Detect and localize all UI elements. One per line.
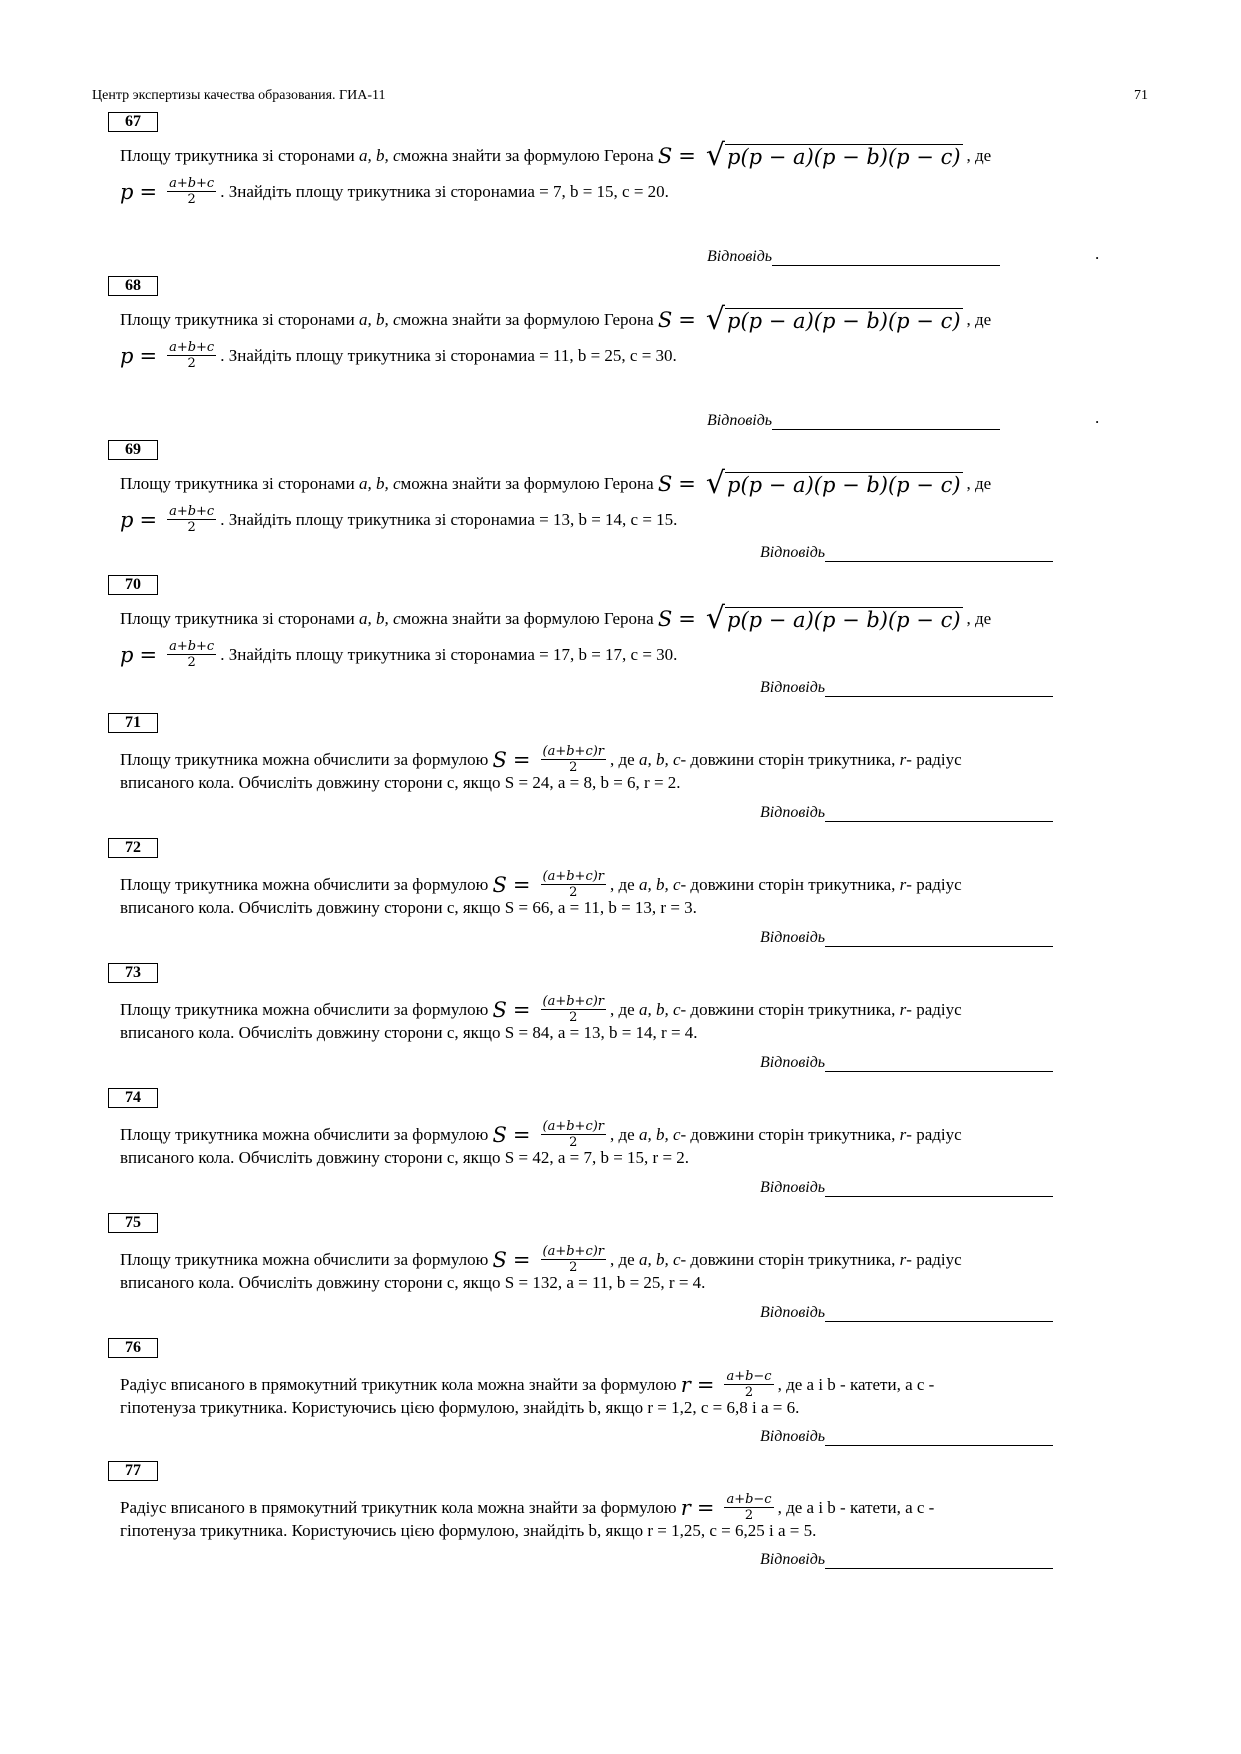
denominator: 2 [187, 520, 196, 535]
text: , де [610, 999, 635, 1019]
numerator: (a+b+c)r [542, 1244, 605, 1259]
fraction [541, 1244, 607, 1275]
answer-line[interactable] [825, 1057, 1053, 1072]
radicand: p(p − a)(p − b)(p − c) [727, 608, 961, 632]
page-number: 71 [1134, 88, 1148, 103]
answer-line[interactable] [825, 1182, 1053, 1197]
text: Площу трикутника зі сторонами [120, 310, 355, 329]
sqrt-formula: √ p(p − a)(p − b)(p − c) [705, 466, 961, 501]
text: Площу трикутника зі сторонами [120, 474, 355, 493]
text: Площу трикутника можна обчислити за формулою [120, 1249, 489, 1269]
task-line-1 [120, 744, 1112, 775]
answer-line[interactable] [825, 932, 1053, 947]
text: , де [610, 1249, 635, 1269]
answer-label: Відповідь [760, 1054, 826, 1071]
task-values: a = 13, b = 14, c = 15. [527, 509, 678, 529]
fraction [167, 340, 216, 371]
answer-field[interactable] [760, 1551, 1053, 1569]
formula-eq: = [139, 343, 158, 368]
numerator: a+b+c [169, 340, 215, 355]
numerator: a+b−c [726, 1369, 772, 1384]
answer-line[interactable] [825, 807, 1053, 822]
answer-line[interactable] [825, 1307, 1053, 1322]
answer-dot: . [1095, 408, 1100, 427]
formula-var: S [657, 472, 673, 496]
task-number: 70 [108, 575, 158, 595]
answer-line[interactable] [825, 682, 1053, 697]
answer-field[interactable] [760, 679, 1053, 697]
sqrt-formula: √ p(p − a)(p − b)(p − c) [705, 601, 961, 636]
text: . Знайдіть площу трикутника зі сторонами [220, 345, 528, 365]
task-number: 76 [108, 1338, 158, 1358]
radicand: p(p − a)(p − b)(p − c) [727, 473, 961, 497]
formula-var: p [120, 507, 134, 532]
answer-label: Відповідь [760, 929, 826, 946]
task-line-2 [120, 639, 1112, 670]
text: Площу трикутника зі сторонами [120, 609, 355, 628]
denominator: 2 [569, 1260, 578, 1275]
denominator: 2 [569, 1010, 578, 1025]
formula-var: S [657, 607, 673, 631]
var: a, b, c [358, 474, 401, 493]
formula-eq: = [512, 1247, 531, 1272]
fraction [541, 1119, 607, 1150]
text: можна знайти за формулою Герона [400, 609, 654, 628]
text: вписаного кола. Обчисліть довжину сторони [120, 1148, 443, 1167]
fraction [167, 504, 216, 535]
denominator: 2 [569, 885, 578, 900]
fraction [724, 1492, 773, 1523]
answer-label: Відповідь [760, 1551, 826, 1568]
text: . Знайдіть площу трикутника зі сторонами [220, 181, 528, 201]
var: r [899, 749, 907, 769]
answer-field[interactable] [760, 1428, 1053, 1446]
task-line-2 [120, 898, 1112, 918]
var: a, b, c [638, 1249, 681, 1269]
text: можна знайти за формулою Герона [400, 474, 654, 493]
text: Радіус вписаного в прямокутний трикутник кола можна знайти за формулою [120, 1374, 677, 1394]
task-values: c, якщо S = 132, a = 11, b = 25, r = 4. [446, 1273, 706, 1292]
text: - довжини сторін трикутника, [680, 1249, 896, 1269]
var: r [899, 999, 907, 1019]
task-number: 74 [108, 1088, 158, 1108]
text: . Знайдіть площу трикутника зі сторонами [220, 509, 528, 529]
text: - довжини сторін трикутника, [680, 999, 896, 1019]
formula-eq: = [696, 1495, 715, 1520]
task-line-2 [120, 773, 1112, 793]
formula-var: S [657, 308, 673, 332]
task-values: a = 11, b = 25, c = 30. [527, 345, 677, 365]
task-line-1 [120, 138, 1112, 173]
answer-dot: . [1095, 244, 1100, 263]
answer-field[interactable] [760, 1179, 1053, 1197]
radicand: p(p − a)(p − b)(p − c) [727, 145, 961, 169]
task-values: a = 7, b = 15, c = 20. [527, 181, 669, 201]
task-line-2 [120, 1023, 1112, 1043]
answer-field[interactable] [760, 1054, 1053, 1072]
task-line-1 [120, 466, 1112, 501]
answer-field[interactable] [707, 412, 1000, 430]
formula-var: S [492, 747, 507, 772]
task-number: 77 [108, 1461, 158, 1481]
text: , де [966, 310, 992, 329]
text: - радіус [906, 1124, 962, 1144]
text: Площу трикутника можна обчислити за формулою [120, 749, 489, 769]
task-values: c, якщо S = 42, a = 7, b = 15, r = 2. [446, 1148, 690, 1167]
denominator: 2 [569, 1135, 578, 1150]
formula-eq: = [512, 997, 531, 1022]
text: вписаного кола. Обчисліть довжину сторони [120, 1273, 443, 1292]
task-line-1 [120, 869, 1112, 900]
numerator: (a+b+c)r [542, 1119, 605, 1134]
denominator: 2 [569, 760, 578, 775]
denominator: 2 [187, 192, 196, 207]
formula-var: S [492, 1122, 507, 1147]
task-values: c, якщо S = 24, a = 8, b = 6, r = 2. [446, 773, 681, 792]
fraction [541, 869, 607, 900]
task-number: 72 [108, 838, 158, 858]
formula-var: p [120, 642, 134, 667]
text: вписаного кола. Обчисліть довжину сторони [120, 1023, 443, 1042]
answer-field[interactable] [760, 1304, 1053, 1322]
numerator: a+b+c [169, 504, 215, 519]
text: гіпотенуза трикутника. Користуючись цією формулою, знайдіть [120, 1521, 585, 1540]
var: r [899, 874, 907, 894]
numerator: (a+b+c)r [542, 994, 605, 1009]
text: - довжини сторін трикутника, [680, 1124, 896, 1144]
task-number: 69 [108, 440, 158, 460]
fraction [167, 639, 216, 670]
page-header-title: Центр экспертизы качества образования. ГИА-11 [92, 88, 386, 103]
task-values: c, якщо S = 84, a = 13, b = 14, r = 4. [446, 1023, 698, 1042]
var: a, b, c [358, 146, 401, 165]
answer-field[interactable] [707, 248, 1000, 266]
task-line-2 [120, 1273, 1112, 1293]
text: вписаного кола. Обчисліть довжину сторони [120, 898, 443, 917]
answer-line[interactable] [825, 547, 1053, 562]
denominator: 2 [744, 1385, 754, 1400]
answer-line[interactable] [825, 1554, 1053, 1569]
task-line-2 [120, 176, 1112, 207]
text: , де [966, 474, 992, 493]
formula-eq: = [512, 872, 531, 897]
text: Площу трикутника зі сторонами [120, 146, 355, 165]
fraction [541, 994, 607, 1025]
sqrt-formula: √ p(p − a)(p − b)(p − c) [705, 302, 961, 337]
text: можна знайти за формулою Герона [400, 310, 654, 329]
task-line-1 [120, 994, 1112, 1025]
answer-line[interactable] [772, 415, 1000, 430]
answer-field[interactable] [760, 804, 1053, 822]
answer-label: Відповідь [760, 804, 826, 821]
text: Площу трикутника можна обчислити за формулою [120, 874, 489, 894]
text: - довжини сторін трикутника, [680, 749, 896, 769]
task-number: 67 [108, 112, 158, 132]
denominator: 2 [187, 655, 196, 670]
formula-var: p [120, 179, 134, 204]
var: a, b, c [638, 1124, 681, 1144]
task-line-1 [120, 1119, 1112, 1150]
text: . Знайдіть площу трикутника зі сторонами [220, 644, 528, 664]
answer-label: Відповідь [760, 679, 826, 696]
denominator: 2 [744, 1508, 754, 1523]
formula-eq: = [139, 179, 158, 204]
task-values: b, якщо r = 1,25, c = 6,25 і a = 5. [588, 1521, 817, 1540]
formula-var: S [657, 144, 673, 168]
answer-label: Відповідь [760, 544, 826, 561]
text: Площу трикутника можна обчислити за формулою [120, 999, 489, 1019]
text: , де a і b - катети, а c - [777, 1497, 935, 1517]
task-line-2 [120, 504, 1112, 535]
formula-var: r [680, 1372, 691, 1397]
formula-var: S [492, 1247, 507, 1272]
var: a, b, c [638, 999, 681, 1019]
text: , де [610, 749, 635, 769]
var: a, b, c [638, 749, 681, 769]
numerator: a+b+c [169, 176, 215, 191]
text: Площу трикутника можна обчислити за формулою [120, 1124, 489, 1144]
task-line-1 [120, 1244, 1112, 1275]
numerator: (a+b+c)r [542, 869, 605, 884]
formula-var: p [120, 343, 134, 368]
answer-label: Відповідь [760, 1179, 826, 1196]
text: гіпотенуза трикутника. Користуючись цією формулою, знайдіть [120, 1398, 585, 1417]
text: - радіус [906, 999, 962, 1019]
text: можна знайти за формулою Герона [400, 146, 654, 165]
var: r [899, 1124, 907, 1144]
text: , де [966, 146, 992, 165]
task-line-1 [120, 1492, 1112, 1523]
fraction [541, 744, 607, 775]
formula-eq: = [512, 747, 531, 772]
task-line-2 [120, 1521, 1112, 1541]
sqrt-formula: √ p(p − a)(p − b)(p − c) [705, 138, 961, 173]
formula-eq: = [678, 144, 696, 168]
task-values: c, якщо S = 66, a = 11, b = 13, r = 3. [446, 898, 697, 917]
answer-field[interactable] [760, 544, 1053, 562]
var: r [899, 1249, 907, 1269]
formula-eq: = [678, 472, 696, 496]
formula-eq: = [678, 308, 696, 332]
radicand: p(p − a)(p − b)(p − c) [727, 309, 961, 333]
text: - радіус [906, 874, 962, 894]
text: Радіус вписаного в прямокутний трикутник кола можна знайти за формулою [120, 1497, 677, 1517]
task-line-1 [120, 302, 1112, 337]
fraction [724, 1369, 773, 1400]
task-number: 71 [108, 713, 158, 733]
answer-label: Відповідь [760, 1428, 826, 1445]
formula-eq: = [678, 607, 696, 631]
formula-eq: = [512, 1122, 531, 1147]
task-line-2 [120, 1398, 1112, 1418]
formula-eq: = [696, 1372, 715, 1397]
task-values: a = 17, b = 17, c = 30. [527, 644, 678, 664]
numerator: a+b−c [726, 1492, 772, 1507]
formula-var: r [680, 1495, 691, 1520]
answer-line[interactable] [772, 251, 1000, 266]
text: вписаного кола. Обчисліть довжину сторони [120, 773, 443, 792]
text: , де [610, 874, 635, 894]
answer-label: Відповідь [760, 1304, 826, 1321]
numerator: a+b+c [169, 639, 215, 654]
text: , де [610, 1124, 635, 1144]
answer-line[interactable] [825, 1431, 1053, 1446]
formula-eq: = [139, 507, 158, 532]
task-line-2 [120, 340, 1112, 371]
task-values: b, якщо r = 1,2, c = 6,8 і a = 6. [588, 1398, 800, 1417]
formula-var: S [492, 872, 507, 897]
numerator: (a+b+c)r [542, 744, 605, 759]
var: a, b, c [358, 609, 401, 628]
answer-label: Відповідь [707, 248, 773, 265]
formula-var: S [492, 997, 507, 1022]
task-line-1 [120, 601, 1112, 636]
text: - радіус [906, 749, 962, 769]
text: , де [966, 609, 992, 628]
task-number: 73 [108, 963, 158, 983]
fraction [167, 176, 216, 207]
formula-eq: = [139, 642, 158, 667]
task-number: 68 [108, 276, 158, 296]
var: a, b, c [358, 310, 401, 329]
task-line-1 [120, 1369, 1112, 1400]
text: - радіус [906, 1249, 962, 1269]
text: , де a і b - катети, а c - [777, 1374, 935, 1394]
text: - довжини сторін трикутника, [680, 874, 896, 894]
denominator: 2 [187, 356, 196, 371]
task-line-2 [120, 1148, 1112, 1168]
answer-field[interactable] [760, 929, 1053, 947]
task-number: 75 [108, 1213, 158, 1233]
var: a, b, c [638, 874, 681, 894]
answer-label: Відповідь [707, 412, 773, 429]
